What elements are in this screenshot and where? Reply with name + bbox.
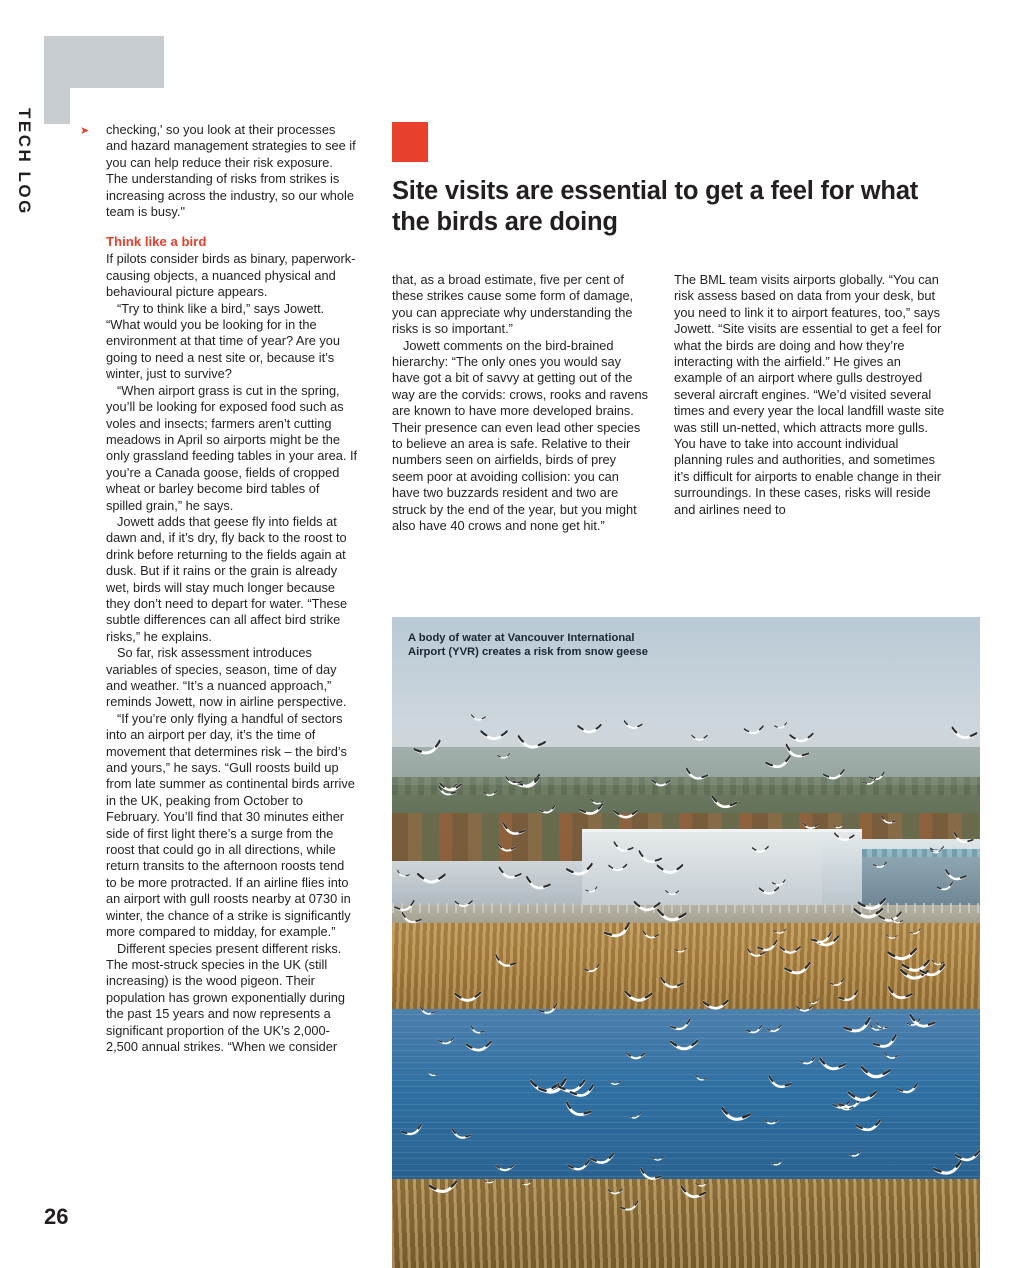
paragraph: So far, risk assessment introduces variables of species, season, time of day and weather. “It’s a nuanced approach,” reminds Jowett, now in airline perspective. (106, 645, 347, 710)
column-two (392, 272, 650, 535)
paragraph: “Try to think like a bird,” says Jowett. “What would you be looking for in the environment at that time of year? Are you going to need a nest site or, because it’s winter, just to survive? (106, 300, 341, 382)
paragraph: Jowett adds that geese fly into fields at dawn and, if it’s dry, fly back to the roost to drink before returning to the fields again at dusk. But if it rains or the grain is already wet, birds will stay much longer because they don’t need to depart for water. “These subtle differences can all affect bird strike risks,” he explains. (106, 513, 348, 644)
photo-caption: A body of water at Vancouver International Airport (YVR) creates a risk from snow geese (408, 632, 648, 658)
photo-foreground-bank (392, 1179, 980, 1268)
paragraph: Jowett comments on the bird-brained hierarchy: “The only ones you would say have got a bit of savvy at getting out of the way are the corvids: crows, rooks and ravens are known to have more developed brains. Their presence can even lead other species to believe an area is safe. Relative to their numbers seen on airfields, birds of prey seem poor at avoiding collision: you can have two buzzards resident and two are struck by the end of the year, but you might also have 40 crows and none get hit.” (392, 337, 649, 534)
section-label: TECH LOG (15, 108, 34, 216)
photo-hangar (862, 857, 980, 907)
paragraph: “If you’re only flying a handful of sectors into an airport per day, it’s the time of movement that determines risk – the bird’s and yours,” he says. “Gull roosts build up from late summer as continental birds arrive in the UK, peaking from October to February. You’ll find that 30 minutes either side of first light there’s a surge from the roost that could go in all directions, while return transits to the afternoon roosts tend to be more protracted. If an airline flies into an airport with gull roosts nearby at 0730 in winter, the chance of a strike is significantly more compared to midday, for example.” (106, 710, 355, 940)
subheading-think-like-a-bird: Think like a bird (106, 234, 207, 250)
page-number: 26 (44, 1204, 69, 1229)
paragraph: If pilots consider birds as binary, paperwork-causing objects, a nuanced physical and behavioural picture appears. (106, 251, 356, 300)
paragraph: The BML team visits airports globally. “You can risk assess based on data from your desk, but you need to link it to airport features, too,” says Jowett. “Site visits are essential to get a feel for what the birds are doing and how they’re interacting with the airfield.” He gives an example of an airport where gulls destroyed several aircraft engines. “We’d visited several times and every year the local landfill waste site was still un-netted, which attracts more gulls. You have to take into account individual planning rules and authorities, and sometimes it’s difficult for airports to enable change in their surroundings. In these cases, risks will reside and airlines need to (674, 272, 945, 517)
column-three (674, 272, 946, 518)
paragraph: Different species present different risks. The most-struck species in the UK (still increasing) is the wood pigeon. Their population has grown exponentially during the past 15 years and now represents a significant proportion of the UK’s 2,000-2,500 annual strikes. “When we consider (106, 940, 346, 1054)
photo-water (392, 1009, 980, 1189)
paragraph: “When airport grass is cut in the spring, you’ll be looking for exposed food such as voles and insects; farmers aren’t cutting meadows in April so airports might be the only grassland feeding tables in your area. If you’re a Canada goose, fields of cropped wheat or barley become bird tables of spilled grain,” he says. (106, 382, 358, 513)
photo-building-left (392, 861, 592, 907)
article-photo (392, 617, 980, 1268)
paragraph: that, as a broad estimate, five per cent of these strikes cause some form of damage, you can appreciate why understanding the risks is so important.” (392, 272, 634, 337)
continuation-paragraph: checking,' so you look at their processes and hazard management strategies to see if you can help reduce their risk exposure. The understanding of risks from strikes is increasing across the industry, so our whole team is busy." (106, 122, 356, 220)
photo-reed-bed (392, 923, 980, 1013)
photo-fence (392, 903, 980, 913)
decorative-corner-mark (44, 36, 164, 88)
column-one (106, 122, 358, 1055)
article-headline: Site visits are essential to get a feel for what the birds are doing (392, 177, 919, 236)
continuation-arrow-icon: ➤ (80, 125, 90, 137)
photo-airport-terminal (582, 829, 862, 910)
red-l-mark-foot (392, 122, 406, 162)
